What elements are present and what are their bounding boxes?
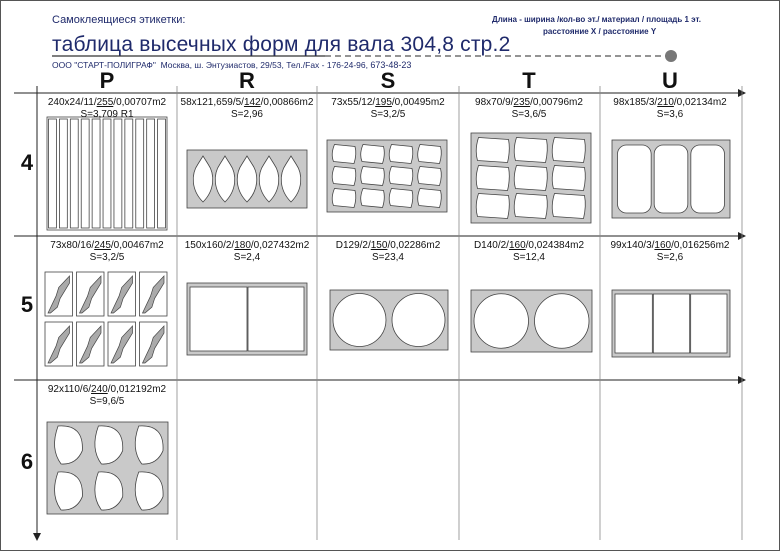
label-shape	[332, 189, 356, 208]
spec-dimensions: 98x185/3/	[613, 97, 658, 108]
spec-dimensions: 92x110/6/	[47, 384, 92, 395]
label-shape	[248, 287, 304, 351]
company-phone: 673-48-23	[370, 60, 412, 70]
spec-line-1	[461, 240, 597, 252]
spec-line-1	[39, 240, 175, 252]
spec-area: /0,00866m2	[260, 97, 314, 108]
row-number-6: 6	[20, 449, 34, 474]
cell-spec-4r	[179, 97, 315, 121]
spec-line-2: S=3,2/5	[89, 252, 125, 263]
cell-spec-5u	[602, 240, 738, 264]
label-strip	[147, 119, 155, 228]
spec-line-2: S=2,6	[656, 252, 684, 263]
label-shape	[361, 189, 385, 208]
label-shape	[552, 194, 585, 219]
label-strip	[92, 119, 100, 228]
column-letter-p: P	[99, 68, 115, 93]
spec-area: /0,012192m2	[107, 384, 167, 395]
label-shape	[552, 166, 585, 191]
spec-line-2: S=3,709 R1	[80, 109, 134, 120]
label-strip	[59, 119, 67, 228]
label-shape	[389, 189, 413, 208]
spec-line-1	[39, 97, 175, 109]
label-shape	[691, 294, 727, 353]
label-shape	[615, 294, 652, 353]
label-shape	[514, 166, 547, 191]
label-shape	[476, 138, 509, 163]
die-layout-4p	[47, 117, 167, 230]
label-shape	[418, 167, 442, 186]
spec-area: /0,00796m2	[530, 97, 583, 108]
label-shape	[474, 294, 529, 349]
label-shape	[653, 294, 689, 353]
spec-material: 180	[234, 240, 251, 251]
spec-area: /0,00495m2	[391, 97, 445, 108]
company-name: ООО "СТАРТ-ПОЛИГРАФ"	[52, 60, 156, 70]
spec-material: 160	[508, 240, 526, 251]
label-strip	[70, 119, 78, 228]
spec-area: /0,02286m2	[387, 240, 441, 251]
die-layout-5p	[44, 270, 170, 370]
spec-material: 142	[243, 97, 261, 108]
spec-area: /0,024384m2	[525, 240, 585, 251]
spec-area: /0,00467m2	[110, 240, 164, 251]
cell-spec-5r	[179, 240, 315, 264]
legend-line-1: Длина - ширина /кол-во эт./ материал / площадь 1 эт.	[492, 15, 701, 24]
label-shape	[552, 138, 585, 163]
spec-line-1	[320, 97, 456, 109]
cell-spec-4t	[461, 97, 597, 121]
spec-material: 240	[91, 384, 108, 395]
cell-spec-5s	[320, 240, 456, 264]
spec-dimensions: 240x24/11/	[47, 97, 97, 108]
spec-line-1	[320, 240, 456, 252]
spec-material: 195	[375, 97, 392, 108]
die-layout-6p	[47, 422, 168, 514]
spec-line-2: S=2,96	[231, 109, 263, 120]
label-shape	[361, 167, 385, 186]
spec-line-2: S=23,4	[372, 252, 404, 263]
die-layout-5s	[330, 290, 448, 350]
label-strip	[49, 119, 57, 228]
label-strip	[103, 119, 111, 228]
spec-line-1	[461, 97, 597, 109]
spec-area: /0,02134m2	[673, 97, 727, 108]
label-shape	[654, 145, 688, 213]
spec-dimensions: 150x160/2/	[184, 240, 235, 251]
header-subtitle: Самоклеящиеся этикетки:	[52, 14, 186, 26]
legend-line-2: расстояние X / расстояние Y	[543, 27, 657, 36]
cell-spec-4p	[39, 97, 175, 121]
label-shape	[361, 145, 385, 164]
label-strip	[158, 119, 166, 228]
spec-line-2: S=2,4	[233, 252, 261, 263]
page-title: таблица высечных форм для вала 304,8 стр.2	[52, 33, 511, 56]
die-layout-5t	[471, 290, 592, 352]
cell-spec-6p	[39, 384, 175, 408]
spec-area: /0,016256m2	[671, 240, 730, 251]
label-shape	[514, 194, 547, 219]
label-strip	[81, 119, 89, 228]
die-layout-4s	[327, 140, 447, 212]
spec-line-1	[179, 97, 315, 109]
die-layout-4u	[612, 140, 730, 218]
spec-dimensions: D129/2/	[335, 240, 371, 251]
spec-dimensions: 58x121,659/5/	[180, 97, 244, 108]
spec-dimensions: 73x55/12/	[331, 97, 376, 108]
company-address: Москва, ш. Энтузиастов, 29/53, Тел./Fax - 176-24-96,	[160, 60, 368, 70]
spec-dimensions: D140/2/	[473, 240, 509, 251]
spec-material: 245	[94, 240, 111, 251]
label-shape	[190, 287, 247, 351]
spec-line-1	[602, 240, 738, 252]
spec-line-2: S=9,6/5	[89, 396, 125, 407]
spec-line-1	[39, 384, 175, 396]
die-layout-5u	[612, 290, 730, 357]
cell-spec-5p	[39, 240, 175, 264]
title-dot	[665, 50, 677, 62]
label-shape	[476, 194, 509, 219]
spec-area: /0,00707m2	[113, 97, 167, 108]
spec-dimensions: 73x80/16/	[50, 240, 95, 251]
label-shape	[389, 167, 413, 186]
spec-area: /0,027432m2	[250, 240, 310, 251]
cell-spec-4u	[602, 97, 738, 121]
label-strip	[114, 119, 122, 228]
label-shape	[618, 145, 652, 213]
label-shape	[476, 166, 509, 191]
spec-line-1	[179, 240, 315, 252]
spec-line-2: S=12,4	[513, 252, 545, 263]
spec-material: 210	[657, 97, 674, 108]
label-shape	[691, 145, 725, 213]
label-shape	[418, 145, 442, 164]
row-number-4: 4	[20, 150, 34, 175]
spec-material: 255	[96, 97, 114, 108]
row-number-5: 5	[20, 292, 34, 317]
spec-material: 235	[513, 97, 531, 108]
spec-material: 160	[654, 240, 672, 251]
column-letter-s: S	[380, 68, 396, 93]
label-shape	[392, 294, 445, 347]
label-shape	[333, 294, 386, 347]
spec-dimensions: 99x140/3/	[610, 240, 655, 251]
die-layout-4r	[187, 150, 307, 208]
column-letter-t: T	[522, 68, 536, 93]
cell-spec-4s	[320, 97, 456, 121]
spec-material: 150	[370, 240, 388, 251]
label-shape	[535, 294, 590, 349]
label-shape	[332, 167, 356, 186]
label-shape	[389, 145, 413, 164]
spec-line-2: S=3,6/5	[511, 109, 547, 120]
spec-dimensions: 98x70/9/	[475, 97, 514, 108]
label-shape	[418, 189, 442, 208]
label-strip	[136, 119, 144, 228]
spec-line-2: S=3,6	[656, 109, 684, 120]
label-strip	[125, 119, 133, 228]
column-letter-u: U	[662, 68, 678, 93]
label-shape	[332, 145, 356, 164]
spec-line-2: S=3,2/5	[370, 109, 406, 120]
die-layout-4t	[471, 133, 591, 223]
die-layout-5r	[187, 283, 307, 355]
spec-line-1	[602, 97, 738, 109]
column-letter-r: R	[239, 68, 255, 93]
cell-spec-5t	[461, 240, 597, 264]
label-shape	[514, 138, 547, 163]
